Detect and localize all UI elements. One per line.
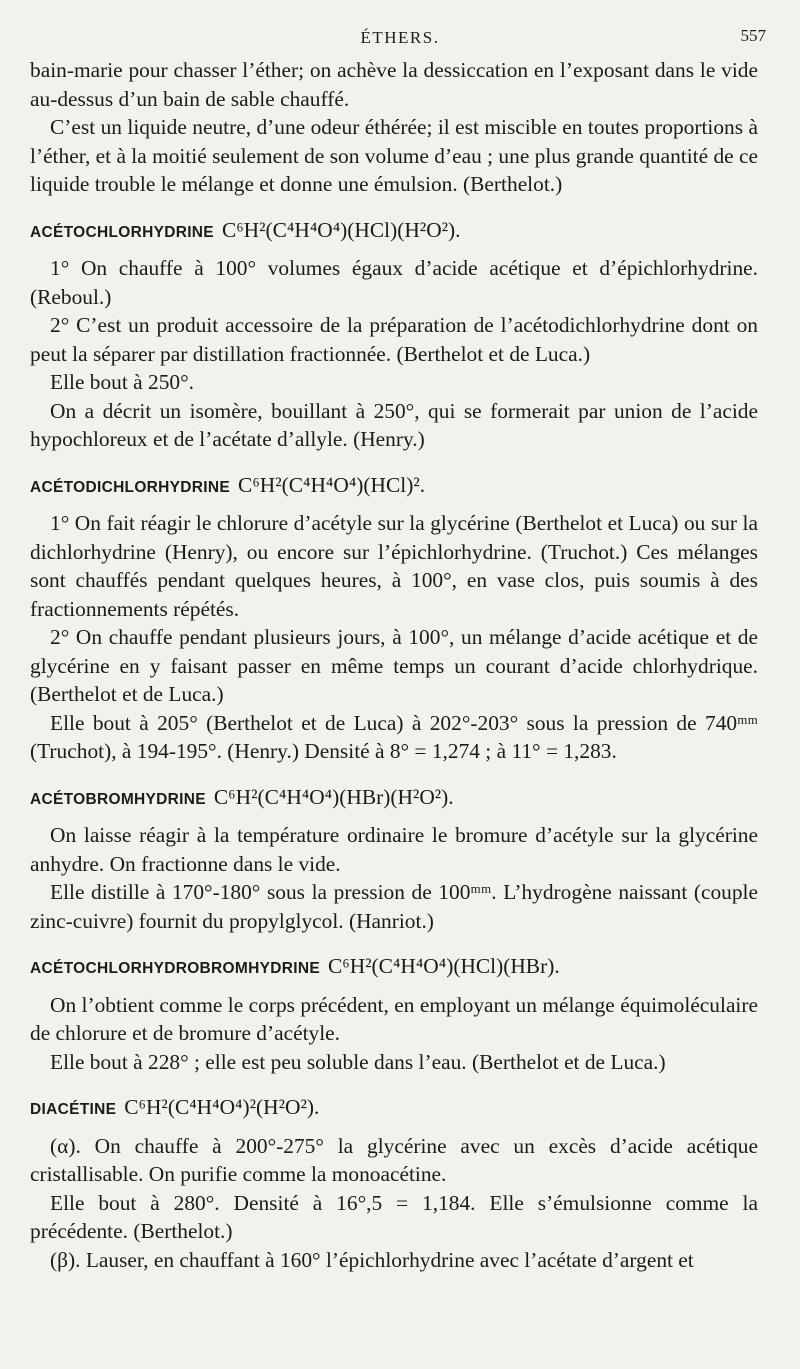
compound-formula: C⁶H²(C⁴H⁴O⁴)²(H²O²). xyxy=(124,1095,320,1119)
compound-name: ACÉTOBROMHYDRINE xyxy=(30,790,206,808)
paragraph: 2° On chauffe pendant plusieurs jours, à 100°, un mélange d’acide acétique et de glycérine en y faisant passer en même temps un courant d’acide chlorhydrique. (Berthelot et de Luca.) xyxy=(30,625,758,706)
running-title: ÉTHERS. xyxy=(360,28,440,47)
section-heading-acetochlorhydrine xyxy=(30,216,758,248)
compound-formula: C⁶H²(C⁴H⁴O⁴)(HCl)(HBr). xyxy=(327,954,560,978)
page-header xyxy=(0,22,800,52)
paragraph: On laisse réagir à la température ordinaire le bromure d’acétyle sur la glycérine anhydre. On fractionne dans le vide. xyxy=(30,823,758,876)
paragraph: On a décrit un isomère, bouillant à 250°, qui se formerait par union de l’acide hypochloreux et de l’acétate d’allyle. (Henry.) xyxy=(30,398,758,451)
paragraph: Elle bout à 228° ; elle est peu soluble dans l’eau. (Berthelot et de Luca.) xyxy=(50,1049,666,1074)
paragraph: On l’obtient comme le corps précédent, en employant un mélange équimoléculaire de chlorure et de bromure d’acétyle. xyxy=(30,992,758,1045)
section-heading-acetochlorhydrobromhydrine xyxy=(30,952,758,984)
paragraph: Elle bout à 205° (Berthelot et de Luca) à 202°-203° sous la pression de 740ᵐᵐ (Truchot), à 194-195°. (Henry.) Densité à 8° = 1,274 ; à 11° = 1,283. xyxy=(30,710,758,763)
compound-formula: C⁶H²(C⁴H⁴O⁴)(HCl)². xyxy=(238,472,426,497)
compound-name: ACÉTODICHLORHYDRINE xyxy=(30,478,231,496)
paragraph: bain-marie pour chasser l’éther; on achève la dessiccation en l’exposant dans le vide au-dessus d’un bain de sable chauffé. xyxy=(30,58,758,111)
compound-name: ACÉTOCHLORHYDRINE xyxy=(30,223,214,241)
page-number: 557 xyxy=(740,26,766,45)
paragraph: 1° On chauffe à 100° volumes égaux d’acide acétique et d’épichlorhydrine. (Reboul.) xyxy=(30,256,758,309)
paragraph: 2° C’est un produit accessoire de la préparation de l’acétodichlorhydrine dont on peut la séparer par distillation fractionnée. (Berthelot et de Luca.) xyxy=(30,313,758,366)
paragraph: (α). On chauffe à 200°-275° la glycérine avec un excès d’acide acétique cristallisable. On purifie comme la monoacétine. xyxy=(30,1133,758,1186)
paragraph: 1° On fait réagir le chlorure d’acétyle sur la glycérine (Berthelot et Luca) ou sur la dichlorhydrine (Henry), ou encore sur l’épichlorhydrine. (Truchot.) Ces mélanges sont chauffés pendant quelques heures, à 100°, en vase clos, puis soumis à des fractionnements répétés. xyxy=(30,511,758,621)
paragraph: C’est un liquide neutre, d’une odeur éthérée; il est miscible en toutes proportions à l’éther, et à la moitié seulement de son volume d’eau ; une plus grande quantité de ce liquide trouble le mélange et donne une émulsion. (Berthelot.) xyxy=(30,115,758,196)
compound-formula: C⁶H²(C⁴H⁴O⁴)(HBr)(H²O²). xyxy=(213,784,454,809)
paragraph: Elle distille à 170°-180° sous la pression de 100ᵐᵐ. L’hydrogène naissant (couple zinc-cuivre) fournit du propylglycol. (Hanriot.) xyxy=(30,880,758,933)
paragraph: Elle bout à 250°. xyxy=(50,370,195,394)
section-heading-acetobromhydrine xyxy=(30,783,758,815)
compound-name: DIACÉTINE xyxy=(30,1101,117,1118)
paragraph: (β). Lauser, en chauffant à 160° l’épichlorhydrine avec l’acétate d’argent et xyxy=(50,1247,694,1272)
page-body xyxy=(30,56,758,1274)
compound-formula: C⁶H²(C⁴H⁴O⁴)(HCl)(H²O²). xyxy=(221,217,461,242)
section-heading-acetodichlorhydrine xyxy=(30,471,758,503)
section-heading-diacetine xyxy=(30,1093,758,1125)
compound-name: ACÉTOCHLORHYDROBROMHYDRINE xyxy=(30,960,320,977)
paragraph: Elle bout à 280°. Densité à 16°,5 = 1,184. Elle s’émulsionne comme la précédente. (Berthelot.) xyxy=(30,1190,758,1243)
